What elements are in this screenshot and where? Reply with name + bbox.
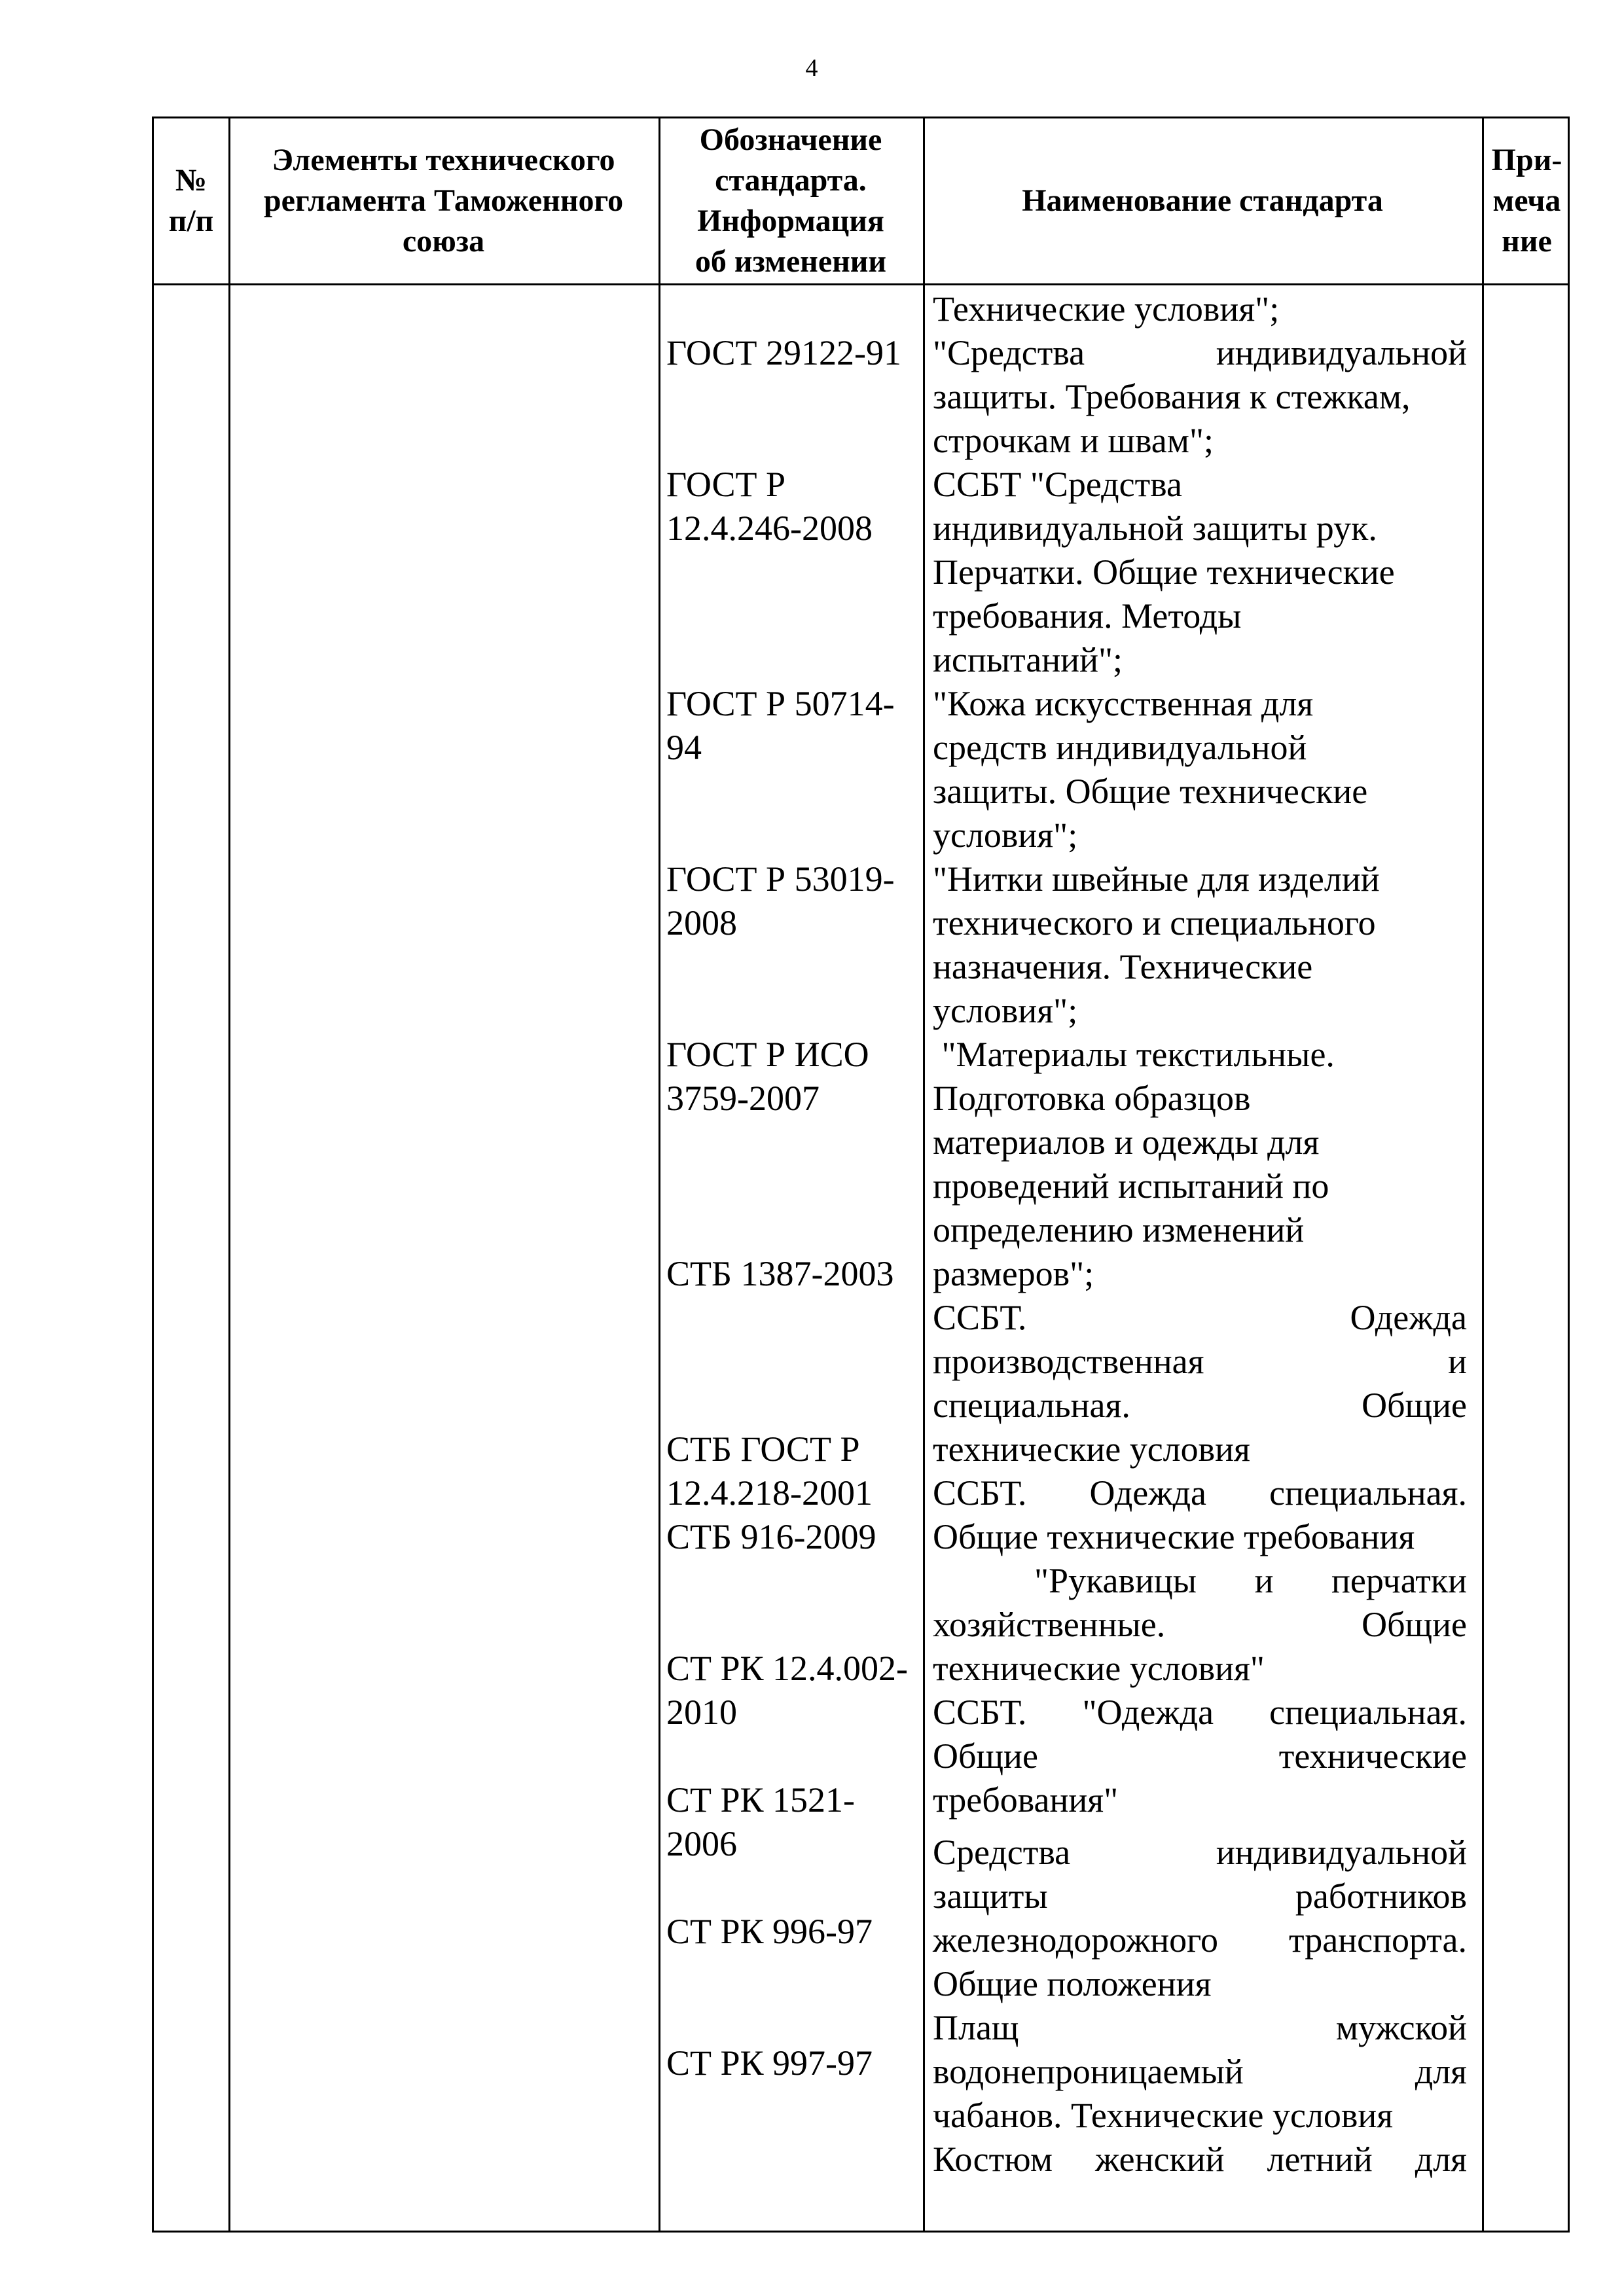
standard-name-line: Общие технические требования (933, 1517, 1415, 1556)
standard-code: ГОСТ Р ИСО (666, 1035, 869, 1074)
word: перчатки (1331, 1561, 1467, 1600)
standard-name-line: Подготовка образцов (933, 1079, 1251, 1118)
standard-code: 12.4.218-2001 (666, 1473, 873, 1513)
standard-code: ГОСТ 29122-91 (666, 333, 902, 372)
standard-name-line: защиты. Общие технические (933, 772, 1368, 811)
word: Костюм (933, 2140, 1053, 2179)
standard-name-line: материалов и одежды для (933, 1122, 1320, 1162)
column-divider (1482, 118, 1484, 2231)
word: транспорта. (1288, 1920, 1467, 1960)
standard-name-line: Общие положения (933, 1964, 1212, 2003)
standard-name-line: назначения. Технические (933, 947, 1313, 986)
column-divider (228, 118, 230, 2231)
standard-code: СТ РК 12.4.002- (666, 1649, 909, 1688)
word: Общие (1362, 1605, 1467, 1644)
standard-name-line: чабанов. Технические условия (933, 2096, 1394, 2135)
word: Одежда (1089, 1473, 1207, 1513)
standard-name-line (933, 2050, 1467, 2094)
standard-code: СТ РК 1521- (666, 1780, 856, 1820)
standard-code: СТ РК 996-97 (666, 1912, 873, 1951)
word: специальная. (933, 1386, 1130, 1425)
word: индивидуальной (1216, 1833, 1467, 1872)
standard-name-line (933, 1831, 1467, 1874)
standard-code: 2008 (666, 903, 737, 942)
word: женский (1095, 2140, 1225, 2179)
header-divider (154, 283, 1568, 285)
standard-name-line: строчкам и швам"; (933, 421, 1214, 460)
standards-table (152, 117, 1570, 2233)
word: Средства (933, 1833, 1071, 1872)
standard-name-line: средств индивидуальной (933, 728, 1307, 767)
word: работников (1295, 1876, 1467, 1916)
standard-code: ГОСТ Р (666, 465, 786, 504)
word: технические (1278, 1736, 1467, 1776)
standard-name-line: Перчатки. Общие технические (933, 552, 1395, 592)
word: защиты (933, 1876, 1048, 1916)
standard-name-line: ССБТ "Средства (933, 465, 1182, 504)
standard-name-line (933, 1918, 1467, 1962)
standard-name-line: условия"; (933, 816, 1078, 855)
word: водонепроницаемый (933, 2052, 1244, 2091)
word: индивидуальной (1216, 333, 1467, 372)
header-name: Наименование стандарта (1022, 183, 1383, 218)
standard-name-line (1034, 1559, 1467, 1603)
standard-name-line: технического и специального (933, 903, 1376, 942)
standard-name-line: технические условия" (933, 1649, 1265, 1688)
word: Общие (933, 1736, 1038, 1776)
word: ССБТ. (933, 1473, 1027, 1513)
standard-name-line: Технические условия"; (933, 289, 1280, 329)
word: специальная. (1269, 1473, 1467, 1513)
word: производственная (933, 1342, 1204, 1381)
word: Плащ (933, 2008, 1019, 2047)
word: "Рукавицы (1034, 1561, 1197, 1600)
standard-code: ГОСТ Р 50714- (666, 684, 895, 723)
column-divider (923, 118, 925, 2231)
word: ССБТ. (933, 1693, 1027, 1732)
standard-name-line: требования. Методы (933, 596, 1242, 636)
standard-name-line: технические условия (933, 1429, 1250, 1469)
word: Общие (1362, 1386, 1467, 1425)
word: для (1415, 2052, 1467, 2091)
standard-name-line (933, 1384, 1467, 1427)
standard-code: СТБ ГОСТ Р (666, 1429, 860, 1469)
word: мужской (1335, 2008, 1467, 2047)
word: и (1254, 1561, 1274, 1600)
standard-code: 2010 (666, 1693, 737, 1732)
word: для (1415, 2140, 1467, 2179)
standard-name-line: индивидуальной защиты рук. (933, 509, 1377, 548)
standard-name-line (933, 1691, 1467, 1734)
standard-name-line: требования" (933, 1780, 1119, 1820)
word: и (1448, 1342, 1467, 1381)
header-designation: Обозначение стандарта. Информация об изменении (695, 122, 887, 279)
column-divider (659, 118, 660, 2231)
standard-code: 94 (666, 728, 702, 767)
standard-name-line (933, 1874, 1467, 1918)
standard-code: 3759-2007 (666, 1079, 820, 1118)
standard-code: 12.4.246-2008 (666, 509, 873, 548)
standard-code: СТБ 1387-2003 (666, 1254, 894, 1293)
standard-name-line: "Материалы текстильные. (933, 1035, 1335, 1074)
standard-name-line: определению изменений (933, 1210, 1305, 1249)
word: "Средства (933, 333, 1085, 372)
standard-name-line (933, 1340, 1467, 1384)
standard-name-line (933, 2138, 1467, 2181)
standard-name-line (933, 1734, 1467, 1778)
word: ССБТ. (933, 1298, 1027, 1337)
standard-code: ГОСТ Р 53019- (666, 859, 895, 899)
standard-name-line (933, 331, 1467, 375)
standard-code: СТБ 916-2009 (666, 1517, 876, 1556)
header-note: При- меча ние (1491, 143, 1562, 259)
word: хозяйственные. (933, 1605, 1166, 1644)
standard-name-line: условия"; (933, 991, 1078, 1030)
standard-code: 2006 (666, 1824, 737, 1863)
word: железнодорожного (933, 1920, 1218, 1960)
header-elements: Элементы технического регламента Таможенного союза (263, 143, 624, 259)
standard-name-line: "Кожа искусственная для (933, 684, 1314, 723)
page-number: 4 (805, 54, 818, 82)
header-num: № п/п (168, 163, 214, 238)
standard-name-line: размеров"; (933, 1254, 1094, 1293)
standard-name-line (933, 1296, 1467, 1340)
standard-name-line: "Нитки швейные для изделий (933, 859, 1380, 899)
standard-code: СТ РК 997-97 (666, 2043, 873, 2083)
standard-name-line (933, 1471, 1467, 1515)
word: летний (1267, 2140, 1373, 2179)
standard-name-line (933, 2006, 1467, 2050)
standard-name-line (933, 1603, 1467, 1647)
standard-name-line: защиты. Требования к стежкам, (933, 377, 1411, 416)
standard-name-line: проведений испытаний по (933, 1166, 1329, 1206)
word: специальная. (1269, 1693, 1467, 1732)
word: Одежда (1350, 1298, 1467, 1337)
standard-name-line: испытаний"; (933, 640, 1123, 679)
word: "Одежда (1082, 1693, 1214, 1732)
